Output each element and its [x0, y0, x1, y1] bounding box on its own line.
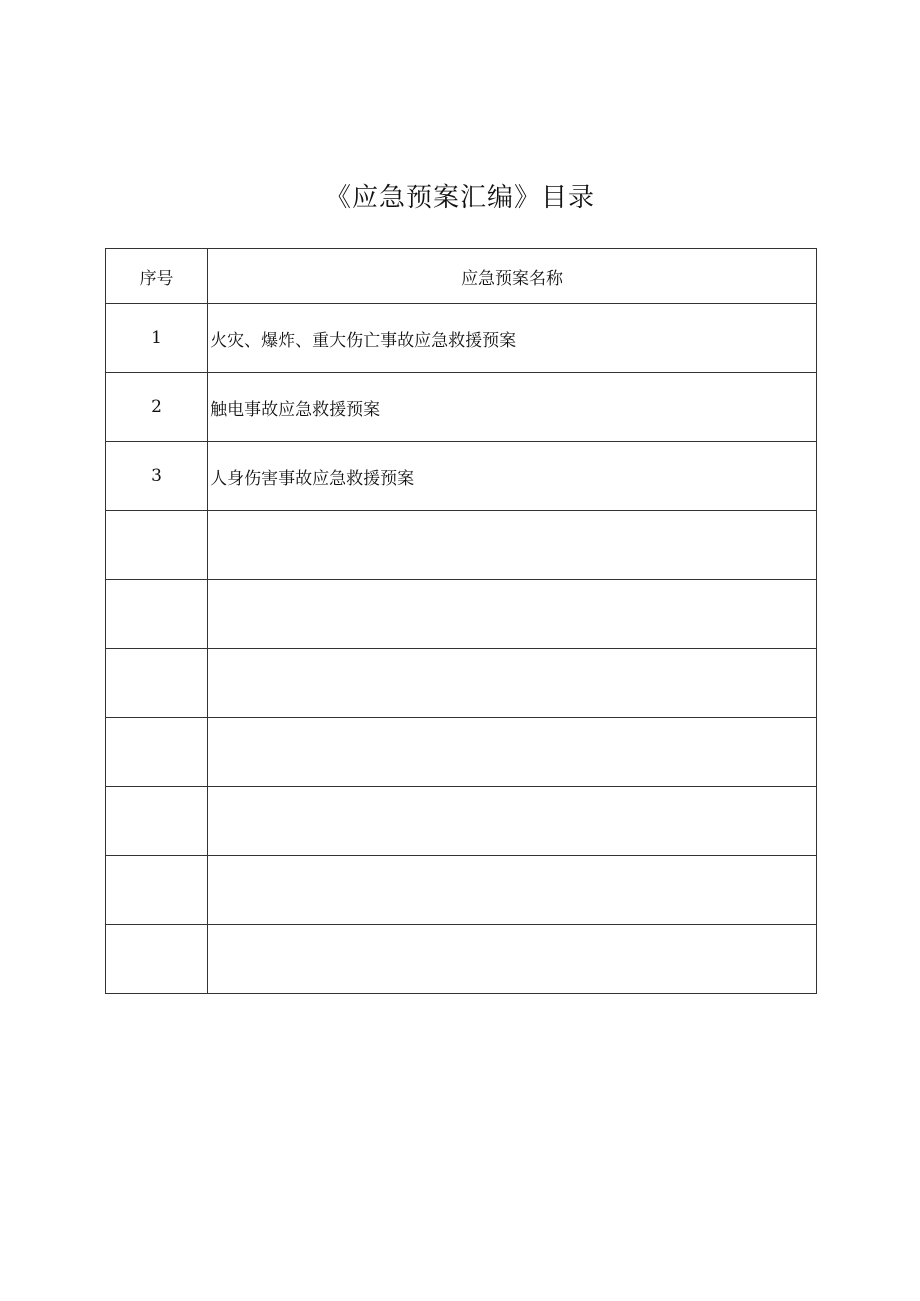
row-number: 3 — [106, 442, 208, 511]
table-row — [106, 718, 817, 787]
row-number: 2 — [106, 373, 208, 442]
table-row — [106, 511, 817, 580]
table-row — [106, 787, 817, 856]
row-name: 人身伤害事故应急救援预案 — [208, 442, 817, 511]
table-row — [106, 442, 817, 511]
header-name: 应急预案名称 — [208, 249, 817, 304]
toc-table — [105, 248, 817, 994]
row-name: 触电事故应急救援预案 — [208, 373, 817, 442]
table-row — [106, 649, 817, 718]
row-name — [208, 580, 817, 649]
row-name — [208, 787, 817, 856]
row-name: 火灾、爆炸、重大伤亡事故应急救援预案 — [208, 304, 817, 373]
row-number — [106, 856, 208, 925]
row-number — [106, 787, 208, 856]
row-number — [106, 925, 208, 994]
header-number: 序号 — [106, 249, 208, 304]
table-row — [106, 925, 817, 994]
table-row — [106, 373, 817, 442]
row-number — [106, 511, 208, 580]
table-row — [106, 580, 817, 649]
row-name — [208, 511, 817, 580]
row-number — [106, 649, 208, 718]
row-name — [208, 925, 817, 994]
row-name — [208, 856, 817, 925]
row-number: 1 — [106, 304, 208, 373]
table-row — [106, 856, 817, 925]
table-row — [106, 304, 817, 373]
row-number — [106, 718, 208, 787]
table-header-row — [106, 249, 817, 304]
row-name — [208, 718, 817, 787]
page-title: 《应急预案汇编》目录 — [324, 183, 595, 213]
row-name — [208, 649, 817, 718]
row-number — [106, 580, 208, 649]
